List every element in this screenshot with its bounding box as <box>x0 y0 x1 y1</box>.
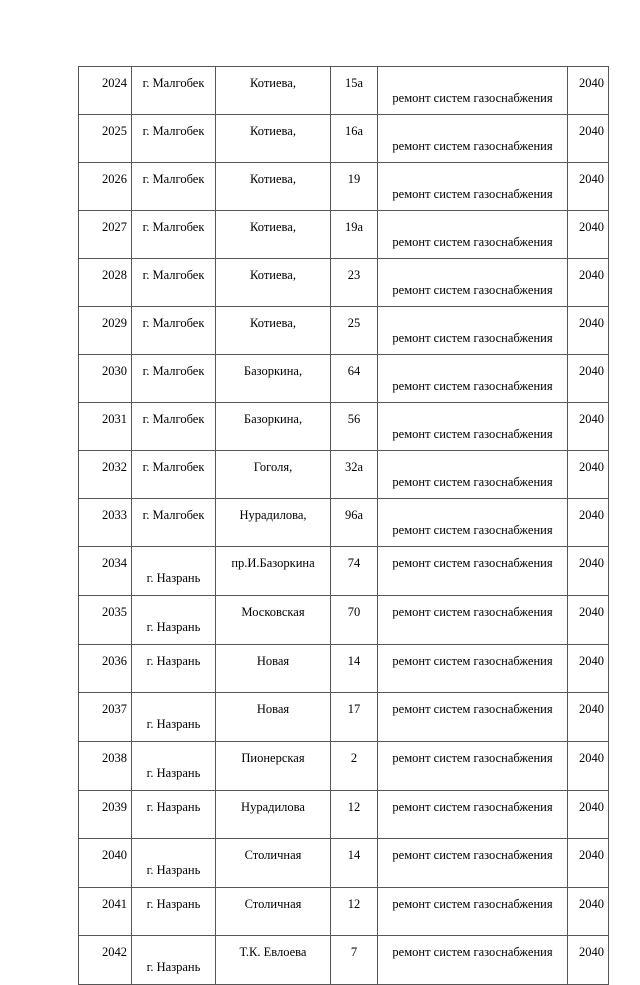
cell-year: 2040 <box>568 211 609 259</box>
cell-street: Новая <box>216 645 331 693</box>
cell-street: Пионерская <box>216 742 331 791</box>
table-body <box>79 67 609 985</box>
cell-street: Котиева, <box>216 115 331 163</box>
cell-year: 2040 <box>568 839 609 888</box>
cell-street: Столичная <box>216 888 331 936</box>
table-row <box>79 888 609 936</box>
cell-house: 16а <box>331 115 378 163</box>
cell-year: 2040 <box>568 115 609 163</box>
cell-year: 2040 <box>568 259 609 307</box>
table-row <box>79 67 609 115</box>
cell-street: Нурадилова <box>216 791 331 839</box>
table-row <box>79 791 609 839</box>
cell-work-type: ремонт систем газоснабжения <box>378 936 568 985</box>
cell-number: 2033 <box>79 499 132 547</box>
cell-city: г. Малгобек <box>132 499 216 547</box>
cell-city: г. Назрань <box>132 791 216 839</box>
cell-number: 2024 <box>79 67 132 115</box>
cell-work-type: ремонт систем газоснабжения <box>378 67 568 115</box>
cell-city: г. Назрань <box>132 596 216 645</box>
cell-house: 64 <box>331 355 378 403</box>
cell-city: г. Малгобек <box>132 211 216 259</box>
cell-work-type: ремонт систем газоснабжения <box>378 163 568 211</box>
cell-city: г. Малгобек <box>132 451 216 499</box>
cell-year: 2040 <box>568 499 609 547</box>
table-row <box>79 355 609 403</box>
cell-street: Московская <box>216 596 331 645</box>
cell-house: 7 <box>331 936 378 985</box>
cell-year: 2040 <box>568 888 609 936</box>
cell-work-type: ремонт систем газоснабжения <box>378 839 568 888</box>
table-row <box>79 839 609 888</box>
table-row <box>79 936 609 985</box>
cell-number: 2039 <box>79 791 132 839</box>
cell-year: 2040 <box>568 355 609 403</box>
table-row <box>79 693 609 742</box>
table-row <box>79 115 609 163</box>
cell-city: г. Малгобек <box>132 403 216 451</box>
table-row <box>79 742 609 791</box>
cell-house: 14 <box>331 645 378 693</box>
cell-street: Котиева, <box>216 259 331 307</box>
cell-house: 19а <box>331 211 378 259</box>
cell-house: 96а <box>331 499 378 547</box>
cell-number: 2030 <box>79 355 132 403</box>
cell-number: 2028 <box>79 259 132 307</box>
cell-street: Котиева, <box>216 211 331 259</box>
table-row <box>79 547 609 596</box>
cell-number: 2031 <box>79 403 132 451</box>
cell-city: г. Малгобек <box>132 259 216 307</box>
cell-work-type: ремонт систем газоснабжения <box>378 259 568 307</box>
cell-number: 2027 <box>79 211 132 259</box>
cell-number: 2032 <box>79 451 132 499</box>
cell-street: Новая <box>216 693 331 742</box>
cell-city: г. Назрань <box>132 839 216 888</box>
cell-year: 2040 <box>568 596 609 645</box>
cell-street: Столичная <box>216 839 331 888</box>
cell-number: 2026 <box>79 163 132 211</box>
cell-work-type: ремонт систем газоснабжения <box>378 403 568 451</box>
cell-city: г. Назрань <box>132 547 216 596</box>
cell-street: Базоркина, <box>216 403 331 451</box>
cell-city: г. Малгобек <box>132 355 216 403</box>
cell-year: 2040 <box>568 645 609 693</box>
cell-work-type: ремонт систем газоснабжения <box>378 888 568 936</box>
cell-city: г. Назрань <box>132 645 216 693</box>
cell-house: 12 <box>331 791 378 839</box>
table-row <box>79 163 609 211</box>
cell-number: 2035 <box>79 596 132 645</box>
cell-house: 12 <box>331 888 378 936</box>
cell-year: 2040 <box>568 936 609 985</box>
cell-house: 32а <box>331 451 378 499</box>
table-row <box>79 211 609 259</box>
cell-street: Котиева, <box>216 163 331 211</box>
cell-work-type: ремонт систем газоснабжения <box>378 211 568 259</box>
cell-house: 19 <box>331 163 378 211</box>
cell-year: 2040 <box>568 547 609 596</box>
cell-number: 2041 <box>79 888 132 936</box>
cell-house: 2 <box>331 742 378 791</box>
cell-city: г. Назрань <box>132 742 216 791</box>
table-row <box>79 259 609 307</box>
cell-street: Нурадилова, <box>216 499 331 547</box>
cell-house: 25 <box>331 307 378 355</box>
cell-city: г. Малгобек <box>132 307 216 355</box>
cell-city: г. Назрань <box>132 888 216 936</box>
cell-work-type: ремонт систем газоснабжения <box>378 596 568 645</box>
cell-work-type: ремонт систем газоснабжения <box>378 499 568 547</box>
cell-year: 2040 <box>568 791 609 839</box>
cell-house: 23 <box>331 259 378 307</box>
cell-house: 56 <box>331 403 378 451</box>
cell-year: 2040 <box>568 307 609 355</box>
cell-work-type: ремонт систем газоснабжения <box>378 547 568 596</box>
cell-street: Гоголя, <box>216 451 331 499</box>
cell-house: 14 <box>331 839 378 888</box>
cell-city: г. Малгобек <box>132 115 216 163</box>
cell-city: г. Малгобек <box>132 163 216 211</box>
table-row <box>79 307 609 355</box>
cell-year: 2040 <box>568 403 609 451</box>
cell-work-type: ремонт систем газоснабжения <box>378 693 568 742</box>
cell-number: 2037 <box>79 693 132 742</box>
cell-city: г. Назрань <box>132 936 216 985</box>
table-row <box>79 645 609 693</box>
cell-number: 2040 <box>79 839 132 888</box>
cell-street: Котиева, <box>216 307 331 355</box>
cell-year: 2040 <box>568 742 609 791</box>
cell-street: Т.К. Евлоева <box>216 936 331 985</box>
table-row <box>79 596 609 645</box>
table-row <box>79 403 609 451</box>
cell-year: 2040 <box>568 163 609 211</box>
cell-work-type: ремонт систем газоснабжения <box>378 791 568 839</box>
cell-house: 17 <box>331 693 378 742</box>
cell-work-type: ремонт систем газоснабжения <box>378 645 568 693</box>
cell-house: 70 <box>331 596 378 645</box>
cell-number: 2042 <box>79 936 132 985</box>
table-row <box>79 499 609 547</box>
cell-work-type: ремонт систем газоснабжения <box>378 307 568 355</box>
cell-street: пр.И.Базоркина <box>216 547 331 596</box>
cell-year: 2040 <box>568 67 609 115</box>
cell-number: 2036 <box>79 645 132 693</box>
cell-street: Базоркина, <box>216 355 331 403</box>
cell-work-type: ремонт систем газоснабжения <box>378 355 568 403</box>
cell-street: Котиева, <box>216 67 331 115</box>
cell-number: 2038 <box>79 742 132 791</box>
address-table <box>78 66 609 985</box>
cell-work-type: ремонт систем газоснабжения <box>378 451 568 499</box>
cell-number: 2029 <box>79 307 132 355</box>
cell-year: 2040 <box>568 693 609 742</box>
cell-city: г. Назрань <box>132 693 216 742</box>
cell-number: 2025 <box>79 115 132 163</box>
cell-work-type: ремонт систем газоснабжения <box>378 742 568 791</box>
cell-year: 2040 <box>568 451 609 499</box>
cell-house: 74 <box>331 547 378 596</box>
cell-work-type: ремонт систем газоснабжения <box>378 115 568 163</box>
table-row <box>79 451 609 499</box>
cell-city: г. Малгобек <box>132 67 216 115</box>
cell-house: 15а <box>331 67 378 115</box>
cell-number: 2034 <box>79 547 132 596</box>
